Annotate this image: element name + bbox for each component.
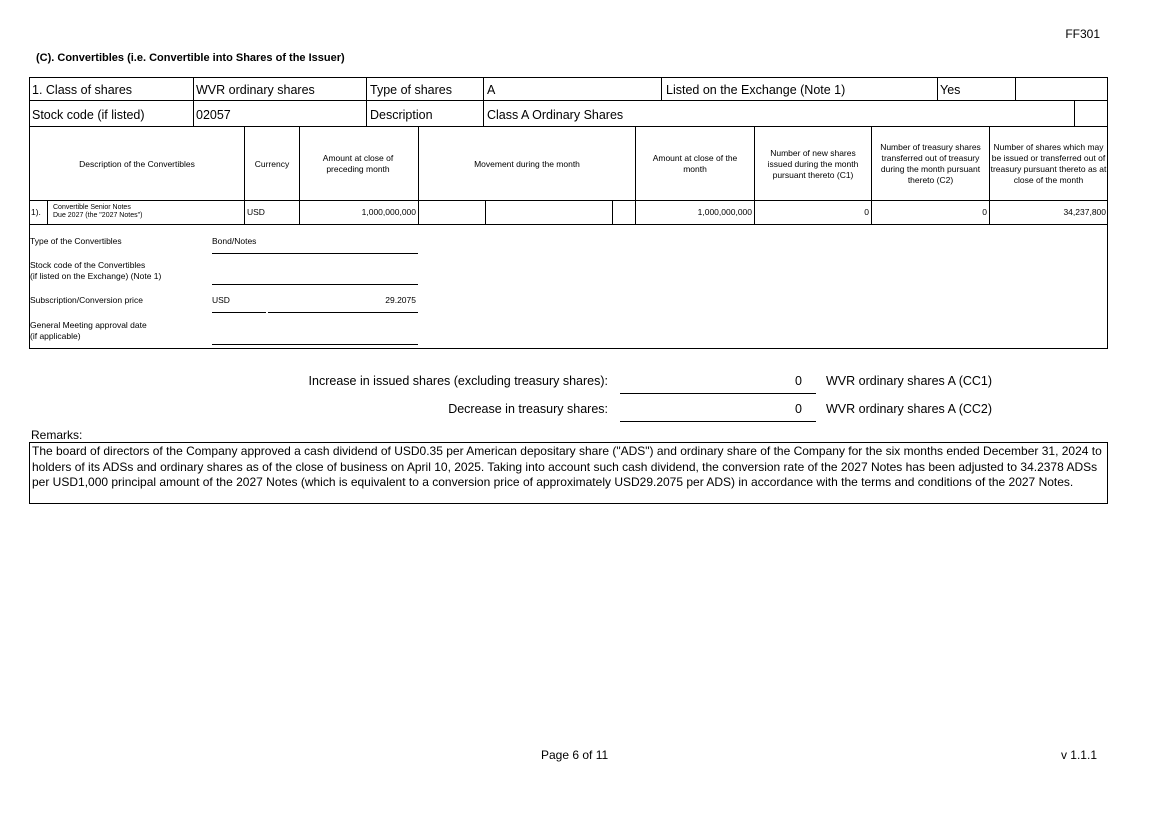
header-treasury-transferred: Number of treasury shares transferred out of treasury during the month pursuant thereto (C2) <box>880 142 981 185</box>
listed-label: Listed on the Exchange (Note 1) <box>666 83 846 97</box>
page-number: Page 6 of 11 <box>541 748 609 762</box>
type-of-convertibles-value: Bond/Notes <box>212 236 257 246</box>
class-value: WVR ordinary shares <box>196 83 315 97</box>
section-title: (C). Convertibles (i.e. Convertible into Shares of the Issuer) <box>36 52 345 64</box>
increase-unit: WVR ordinary shares A (CC1) <box>826 374 993 388</box>
description-value: Class A Ordinary Shares <box>487 108 624 122</box>
type-of-convertibles-label: Type of the Convertibles <box>30 236 122 246</box>
header-amount-prev: Amount at close of preceding month <box>322 153 394 174</box>
stock-code-value: 02057 <box>196 108 231 122</box>
class-label: 1. Class of shares <box>32 83 133 97</box>
header-may-be-issued: Number of shares which may be issued or transferred out of treasury pursuant thereto as at close of the month <box>990 142 1107 185</box>
conversion-price-label: Subscription/Conversion price <box>30 295 143 305</box>
row-treasury-transferred: 0 <box>982 207 987 217</box>
increase-label: Increase in issued shares (excluding treasury shares): <box>308 374 608 388</box>
decrease-value: 0 <box>795 402 802 416</box>
row-description-line1: Convertible Senior Notes <box>53 204 131 211</box>
decrease-unit: WVR ordinary shares A (CC2) <box>826 402 993 416</box>
row-index: 1). <box>31 207 41 217</box>
row-description-line2: Due 2027 (the "2027 Notes") <box>53 212 143 219</box>
type-value: A <box>487 83 496 97</box>
stock-code-label: Stock code (if listed) <box>32 108 145 122</box>
version: v 1.1.1 <box>1060 748 1097 762</box>
form-code: FF301 <box>1065 27 1100 41</box>
meeting-approval-label-2: (if applicable) <box>30 331 81 341</box>
header-description: Description of the Convertibles <box>79 158 195 169</box>
row-may-be-issued: 34,237,800 <box>1063 207 1106 217</box>
listed-value: Yes <box>940 83 961 97</box>
header-movement: Movement during the month <box>474 158 580 169</box>
type-label: Type of shares <box>370 83 452 97</box>
header-currency: Currency <box>254 158 290 169</box>
row-amount-prev: 1,000,000,000 <box>361 207 416 217</box>
increase-value: 0 <box>795 374 802 388</box>
remarks-label: Remarks: <box>31 428 83 442</box>
meeting-approval-label-1: General Meeting approval date <box>30 320 147 330</box>
row-amount-close: 1,000,000,000 <box>697 207 752 217</box>
remarks-text: The board of directors of the Company approved a cash dividend of USD0.35 per American depositary share ("ADS") and ordinary share of the Company for the six months ended December 31, 2024 to holders of its ADSs and ordinary shares as of the close of business on April 10, 2025. Taking into account such cash dividend, the conversion rate of the 2027 Notes has been adjusted to 34.2378 ADSs per USD1,000 principal amount of the 2027 Notes (which is equivalent to a conversion price of approximately USD29.2075 per ADS) in accordance with the terms and conditions of the 2027 Notes. <box>29 442 1108 504</box>
header-amount-close: Amount at close of the month <box>652 153 738 174</box>
conversion-price-value: 29.2075 <box>385 295 416 305</box>
stock-code-convertibles-label-2: (if listed on the Exchange) (Note 1) <box>30 271 162 281</box>
row-new-shares: 0 <box>864 207 869 217</box>
header-new-shares: Number of new shares issued during the month pursuant thereto (C1) <box>767 147 859 180</box>
stock-code-convertibles-label-1: Stock code of the Convertibles <box>30 260 146 270</box>
row-currency: USD <box>247 207 265 217</box>
description-label: Description <box>370 108 433 122</box>
decrease-label: Decrease in treasury shares: <box>448 402 608 416</box>
conversion-price-currency: USD <box>212 295 230 305</box>
